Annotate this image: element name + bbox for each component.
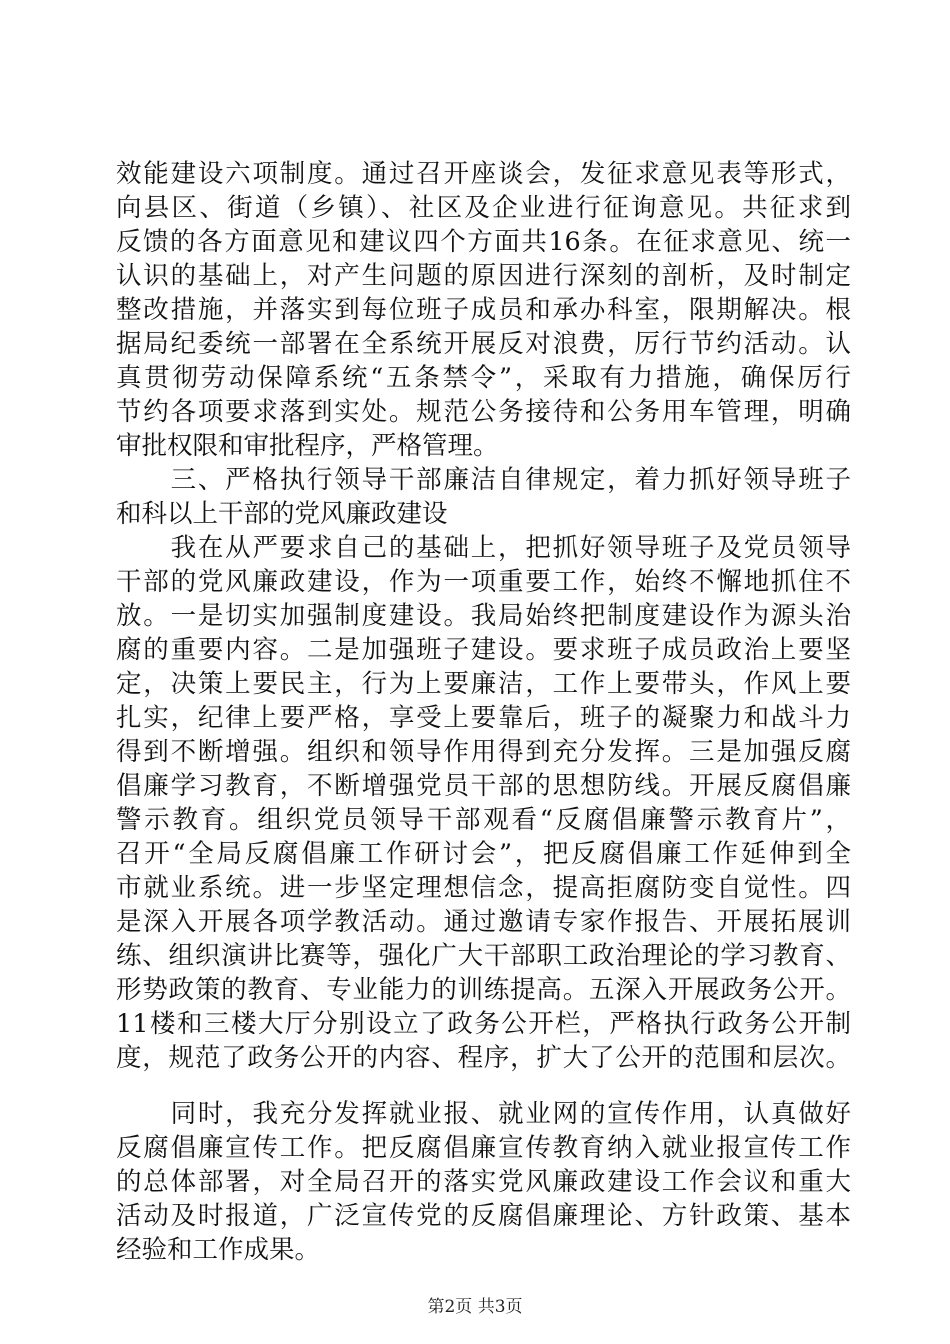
text-line: 11楼和三楼大厅分别设立了政务公开栏，严格执行政务公开制 [116, 1009, 851, 1039]
text-line: 干部的党风廉政建设，作为一项重要工作，始终不懈地抓住不 [116, 567, 851, 597]
text-line: 扎实，纪律上要严格，享受上要靠后，班子的凝聚力和战斗力 [116, 703, 851, 733]
page-number: 第2页 共3页 [427, 1297, 523, 1317]
text-line: 召开“全局反腐倡廉工作研讨会”，把反腐倡廉工作延伸到全 [116, 839, 851, 869]
text-line: 节约各项要求落到实处。规范公务接待和公务用车管理，明确 [116, 397, 851, 427]
text-line: 放。一是切实加强制度建设。我局始终把制度建设作为源头治 [116, 601, 851, 631]
text-line: 倡廉学习教育，不断增强党员干部的思想防线。开展反腐倡廉 [116, 771, 851, 801]
text-line: 我在从严要求自己的基础上，把抓好领导班子及党员领导 [116, 533, 851, 563]
text-line: 活动及时报道，广泛宣传党的反腐倡廉理论、方针政策、基本 [116, 1201, 851, 1231]
section-heading: 和科以上干部的党风廉政建设 [116, 499, 448, 529]
text-line: 市就业系统。进一步坚定理想信念，提高拒腐防变自觉性。四 [116, 873, 851, 903]
text-line: 整改措施，并落实到每位班子成员和承办科室，限期解决。根 [116, 295, 851, 325]
text-line: 据局纪委统一部署在全系统开展反对浪费，厉行节约活动。认 [116, 329, 851, 359]
text-line: 审批权限和审批程序，严格管理。 [116, 431, 499, 461]
text-line: 形势政策的教育、专业能力的训练提高。五深入开展政务公开。 [116, 975, 851, 1005]
text-line: 向县区、街道（乡镇）、社区及企业进行征询意见。共征求到 [116, 193, 851, 223]
text-line: 的总体部署，对全局召开的落实党风廉政建设工作会议和重大 [116, 1167, 851, 1197]
text-line: 反馈的各方面意见和建议四个方面共16条。在征求意见、统一 [116, 227, 851, 257]
text-line: 是深入开展各项学教活动。通过邀请专家作报告、开展拓展训 [116, 907, 851, 937]
text-line: 真贯彻劳动保障系统“五条禁令”，采取有力措施，确保厉行 [116, 363, 851, 393]
text-line: 腐的重要内容。二是加强班子建设。要求班子成员政治上要坚 [116, 635, 851, 665]
text-line: 反腐倡廉宣传工作。把反腐倡廉宣传教育纳入就业报宣传工作 [116, 1133, 851, 1163]
text-line: 得到不断增强。组织和领导作用得到充分发挥。三是加强反腐 [116, 737, 851, 767]
text-line: 经验和工作成果。 [116, 1235, 321, 1265]
text-line: 效能建设六项制度。通过召开座谈会，发征求意见表等形式， [116, 159, 851, 189]
text-line: 练、组织演讲比赛等，强化广大干部职工政治理论的学习教育、 [116, 941, 851, 971]
section-heading: 三、严格执行领导干部廉洁自律规定，着力抓好领导班子 [116, 465, 851, 495]
text-line: 认识的基础上，对产生问题的原因进行深刻的剖析，及时制定 [116, 261, 851, 291]
text-line: 定，决策上要民主，行为上要廉洁，工作上要带头，作风上要 [116, 669, 851, 699]
text-line: 警示教育。组织党员领导干部观看“反腐倡廉警示教育片”， [116, 805, 851, 835]
text-line: 度，规范了政务公开的内容、程序，扩大了公开的范围和层次。 [116, 1043, 851, 1073]
text-line: 同时，我充分发挥就业报、就业网的宣传作用，认真做好 [116, 1099, 851, 1129]
